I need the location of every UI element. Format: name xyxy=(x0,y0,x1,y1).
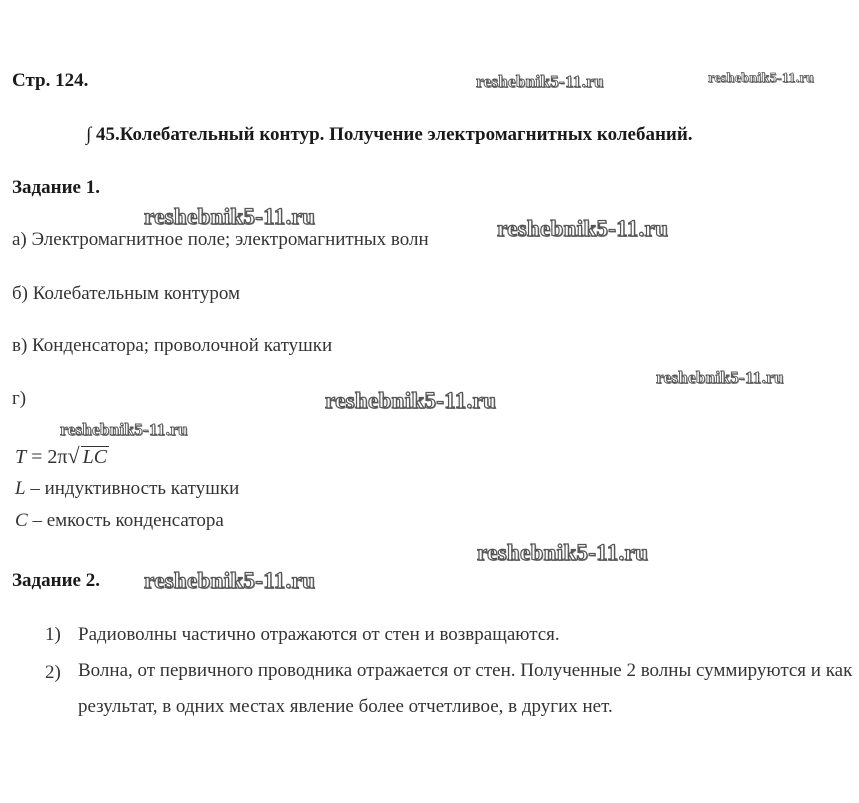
list-number: 1) xyxy=(45,624,61,645)
watermark: reshebnik5-11.ru xyxy=(656,368,784,387)
task2-answer-1: Радиоволны частично отражаются от стен и возвращаются. xyxy=(78,624,560,645)
watermark: reshebnik5-11.ru xyxy=(477,540,649,565)
symbol-l: L xyxy=(15,478,26,499)
watermark: reshebnik5-11.ru xyxy=(476,72,604,91)
formula-radicand: LC xyxy=(82,446,108,468)
page-reference: Стр. 124. xyxy=(12,70,89,91)
task1-heading: Задание 1. xyxy=(12,177,100,198)
task2-heading: Задание 2. xyxy=(12,570,100,591)
task1-answer-c: в) Конденсатора; проволочной катушки xyxy=(12,335,333,356)
watermark: reshebnik5-11.ru xyxy=(325,388,497,413)
list-number: 2) xyxy=(45,662,61,683)
watermark: reshebnik5-11.ru xyxy=(144,204,316,229)
watermark: reshebnik5-11.ru xyxy=(708,71,815,86)
definition-capacitance xyxy=(15,510,224,532)
definition-text: – индуктивность катушки xyxy=(25,478,240,499)
symbol-c: C xyxy=(15,510,28,531)
formula-symbol-t: T xyxy=(15,446,27,468)
sqrt-sign: √ xyxy=(67,443,80,468)
definition-text: – емкость конденсатора xyxy=(27,510,224,531)
watermark: reshebnik5-11.ru xyxy=(60,420,188,439)
section-title: ∫ 45.Колебательный контур. Получение электромагнитных колебаний. xyxy=(86,124,693,145)
watermark: reshebnik5-11.ru xyxy=(144,568,316,593)
period-formula xyxy=(15,443,109,469)
definition-inductance xyxy=(15,478,239,500)
task1-answer-d: г) xyxy=(12,388,27,409)
task2-answer-2: Волна, от первичного проводника отражается от стен. Полученные 2 волны суммируются и как результат, в одних местах явление более отчетливое, в других нет. xyxy=(78,660,853,717)
task1-answer-a: а) Электромагнитное поле; электромагнитных волн xyxy=(12,229,429,250)
watermark: reshebnik5-11.ru xyxy=(497,216,669,241)
task1-answer-b: б) Колебательным контуром xyxy=(12,283,240,304)
formula-equals: = 2π xyxy=(26,446,68,468)
